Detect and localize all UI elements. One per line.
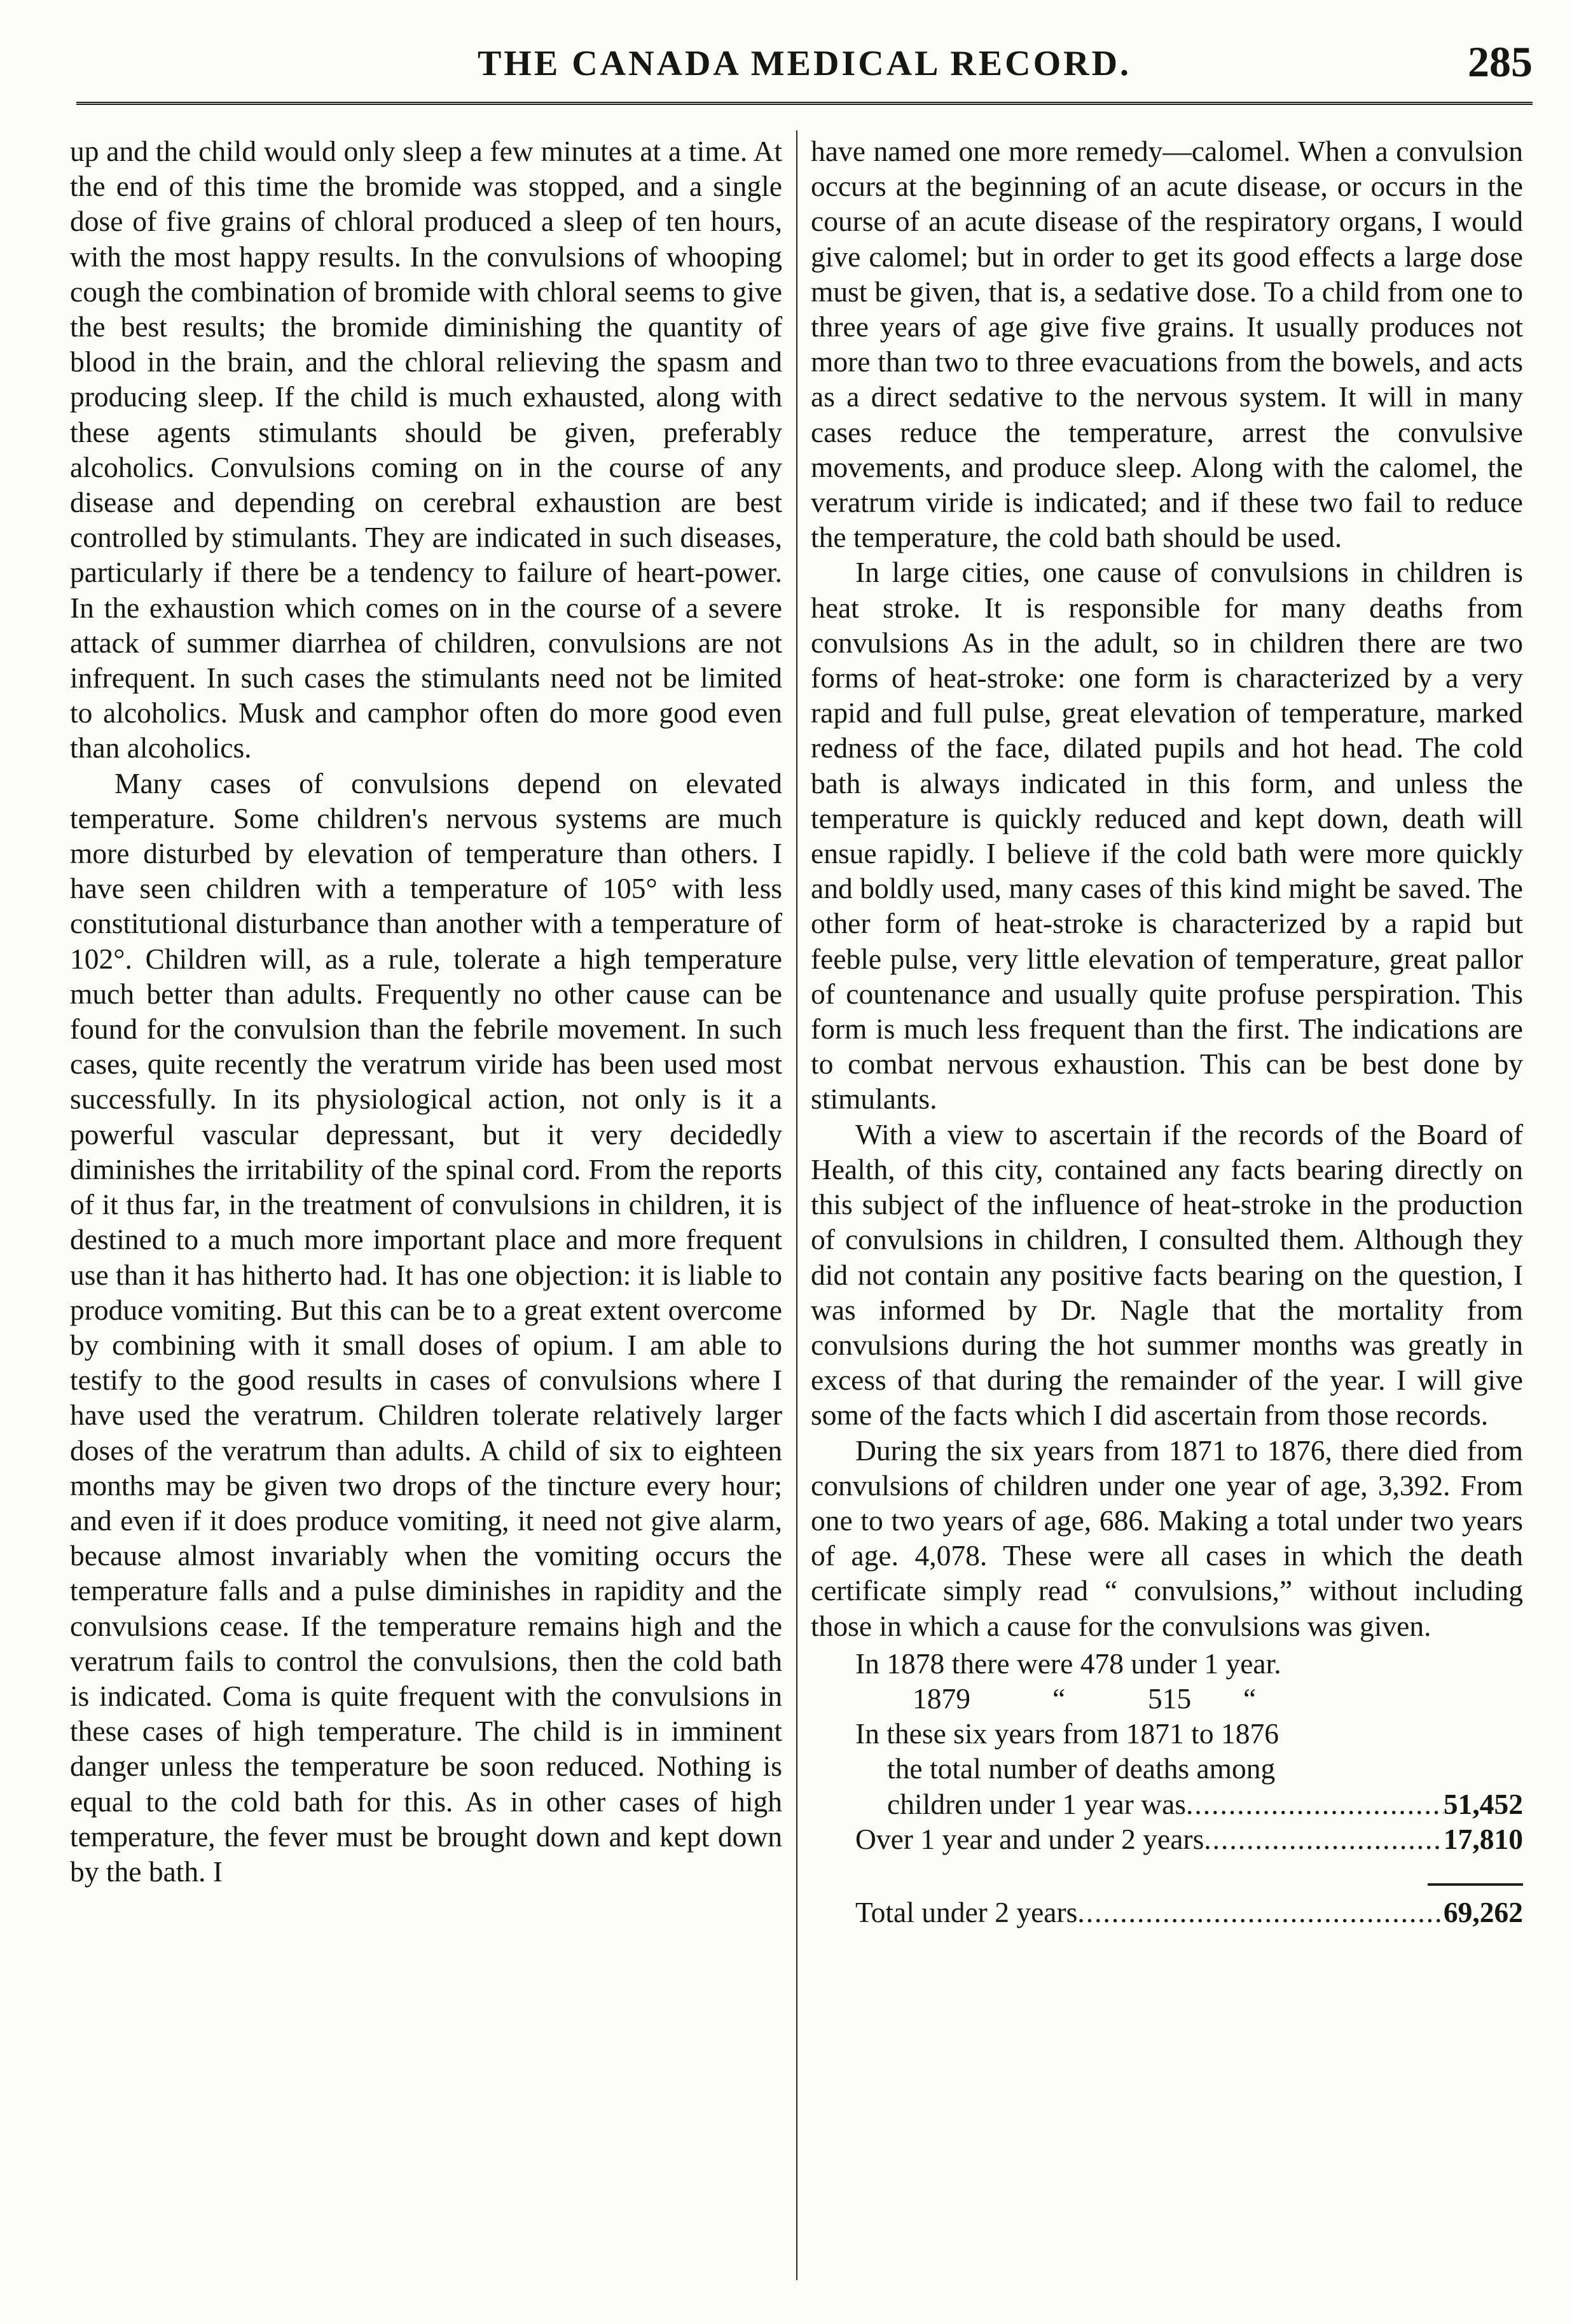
- stat-value: 17,810: [1443, 1822, 1523, 1855]
- left-column: [70, 134, 782, 2290]
- stat-line-1879: [811, 1681, 1523, 1716]
- stat-total-row: [811, 1895, 1523, 1930]
- paragraph: During the six years from 1871 to 1876, there died from convulsions of children under one year of age, 3,392. From one to two years of age, 686. Making a total under two years of age. 4,078. These were all cases in which the death certificate simply read “ convulsions,” without including those in which a cause for the convulsions was given.: [811, 1434, 1523, 1642]
- stat-year: 1879: [913, 1682, 970, 1715]
- stat-under-1-row: [811, 1787, 1523, 1822]
- paragraph: have named one more remedy—calomel. When a convulsion occurs at the beginning of an acute disease, or occurs in the course of an acute disease of the respiratory organs, I would give calomel; but in order to get its good effects a large dose must be given, that is, a sedative dose. To a child from one to three years of age give five grains. It usually produces not more than two to three evacuations from the bowels, and acts as a direct sedative to the nervous system. It will in many cases reduce the temperature, arrest the convulsive movements, and produce sleep. Along with the calomel, the veratrum viride is indicated; and if these two fail to reduce the temperature, the cold bath should be used.: [811, 135, 1523, 554]
- stat-six-years-line: the total number of deaths among: [887, 1752, 1276, 1785]
- sum-rule: [1428, 1883, 1523, 1886]
- stat-six-years-line: In these six years from 1871 to 1876: [855, 1717, 1279, 1750]
- page-header: [76, 38, 1533, 105]
- paragraph: With a view to ascertain if the records of the Board of Health, of this city, contained any facts bearing directly on this subject of the influence of heat-stroke in the production of convulsions in children, I consulted them. Although they did not contain any positive facts bearing on the question, I was informed by Dr. Nagle that the mortality from convulsions during the hot summer months was greatly in excess of that during the remainder of the year. I will give some of the facts which I did ascertain from those records.: [811, 1117, 1523, 1432]
- dot-leader: [1077, 1895, 1444, 1930]
- stat-value: 69,262: [1443, 1895, 1523, 1928]
- ditto-mark: “: [1052, 1682, 1066, 1715]
- stat-count: 515: [1148, 1682, 1192, 1715]
- ditto-mark: “: [1243, 1682, 1257, 1715]
- stat-over-1-row: [811, 1822, 1523, 1857]
- paragraph: up and the child would only sleep a few minutes at a time. At the end of this time the bromide was stopped, and a single dose of five grains of chloral produced a sleep of ten hours, with the most happy results. In the convulsions of whooping cough the combination of bromide with chloral seems to give the best results; the bromide diminishing the quantity of blood in the brain, and the chloral relieving the spasm and producing sleep. If the child is much exhausted, along with these agents stimulants should be given, preferably alcoholics. Convulsions coming on in the course of any disease and depending on cerebral exhaustion are best controlled by stimulants. They are indicated in such diseases, particularly if there be a tendency to failure of heart-power. In the exhaustion which comes on in the course of a severe attack of summer diarrhea of children, convulsions are not infrequent. In such cases the stimulants need not be limited to alcoholics. Musk and camphor often do more good even than alcoholics.: [70, 135, 782, 764]
- paragraph: In large cities, one cause of convulsions in children is heat stroke. It is responsible for many deaths from convulsions As in the adult, so in children there are two forms of heat-stroke: one form is characterized by a very rapid and full pulse, great elevation of temperature, marked redness of the face, dilated pupils and hot head. The cold bath is always indicated in this form, and unless the temperature is quickly reduced and kept down, death will ensue rapidly. I believe if the cold bath were more quickly and boldly used, many cases of this kind might be saved. The other form of heat-stroke is characterized by a rapid but feeble pulse, very little elevation of temperature, great pallor of countenance and usually quite profuse perspiration. This form is much less frequent than the first. The indications are to combat nervous exhaustion. This can be best done by stimulants.: [811, 556, 1523, 1116]
- page-number: 285: [1468, 38, 1533, 86]
- mortality-statistics: [811, 1646, 1523, 1930]
- stat-line-1878: In 1878 there were 478 under 1 year.: [855, 1647, 1281, 1680]
- stat-label: Total under 2 years: [855, 1895, 1078, 1928]
- stat-label: Over 1 year and under 2 years: [855, 1822, 1204, 1855]
- stat-value: 51,452: [1443, 1787, 1523, 1820]
- paragraph: Many cases of convulsions depend on elevated temperature. Some children's nervous systems are much more disturbed by elevation of temperature than others. I have seen children with a temperature of 105° with less constitutional disturbance than another with a temperature of 102°. Children will, as a rule, tolerate a high temperature much better than adults. Frequently no other cause can be found for the convulsion than the febrile movement. In such cases, quite recently the veratrum viride has been used most successfully. In its physiological action, not only is it a powerful vascular depressant, but it very decidedly diminishes the irritability of the spinal cord. From the reports of it thus far, in the treatment of convulsions in children, it is destined to a much more important place and more frequent use than it has hitherto had. It has one objection: it is liable to produce vomiting. But this can be to a great extent overcome by combining with it small doses of opium. I am able to testify to the good results in cases of convulsions where I have used the veratrum. Children tolerate relatively larger doses of the veratrum than adults. A child of six to eighteen months may be given two drops of the tincture every hour; and even if it does produce vomiting, it need not give alarm, because almost invariably when the vomiting occurs the temperature falls and a pulse diminishes in rapidity and the convulsions cease. If the temperature remains high and the veratrum fails to control the convulsions, then the cold bath is indicated. Coma is quite frequent with the convulsions in these cases of high temperature. The child is in imminent danger unless the temperature be soon reduced. Nothing is equal to the cold bath for this. As in other cases of high temperature, the fever must be brought down and kept down by the bath. I: [70, 766, 782, 1888]
- column-divider: [796, 130, 797, 2280]
- right-column: [811, 134, 1523, 2290]
- stat-label: children under 1 year was: [887, 1787, 1186, 1820]
- running-title: THE CANADA MEDICAL RECORD.: [477, 44, 1132, 83]
- dot-leader: [1204, 1822, 1444, 1857]
- dot-leader: [1186, 1787, 1444, 1822]
